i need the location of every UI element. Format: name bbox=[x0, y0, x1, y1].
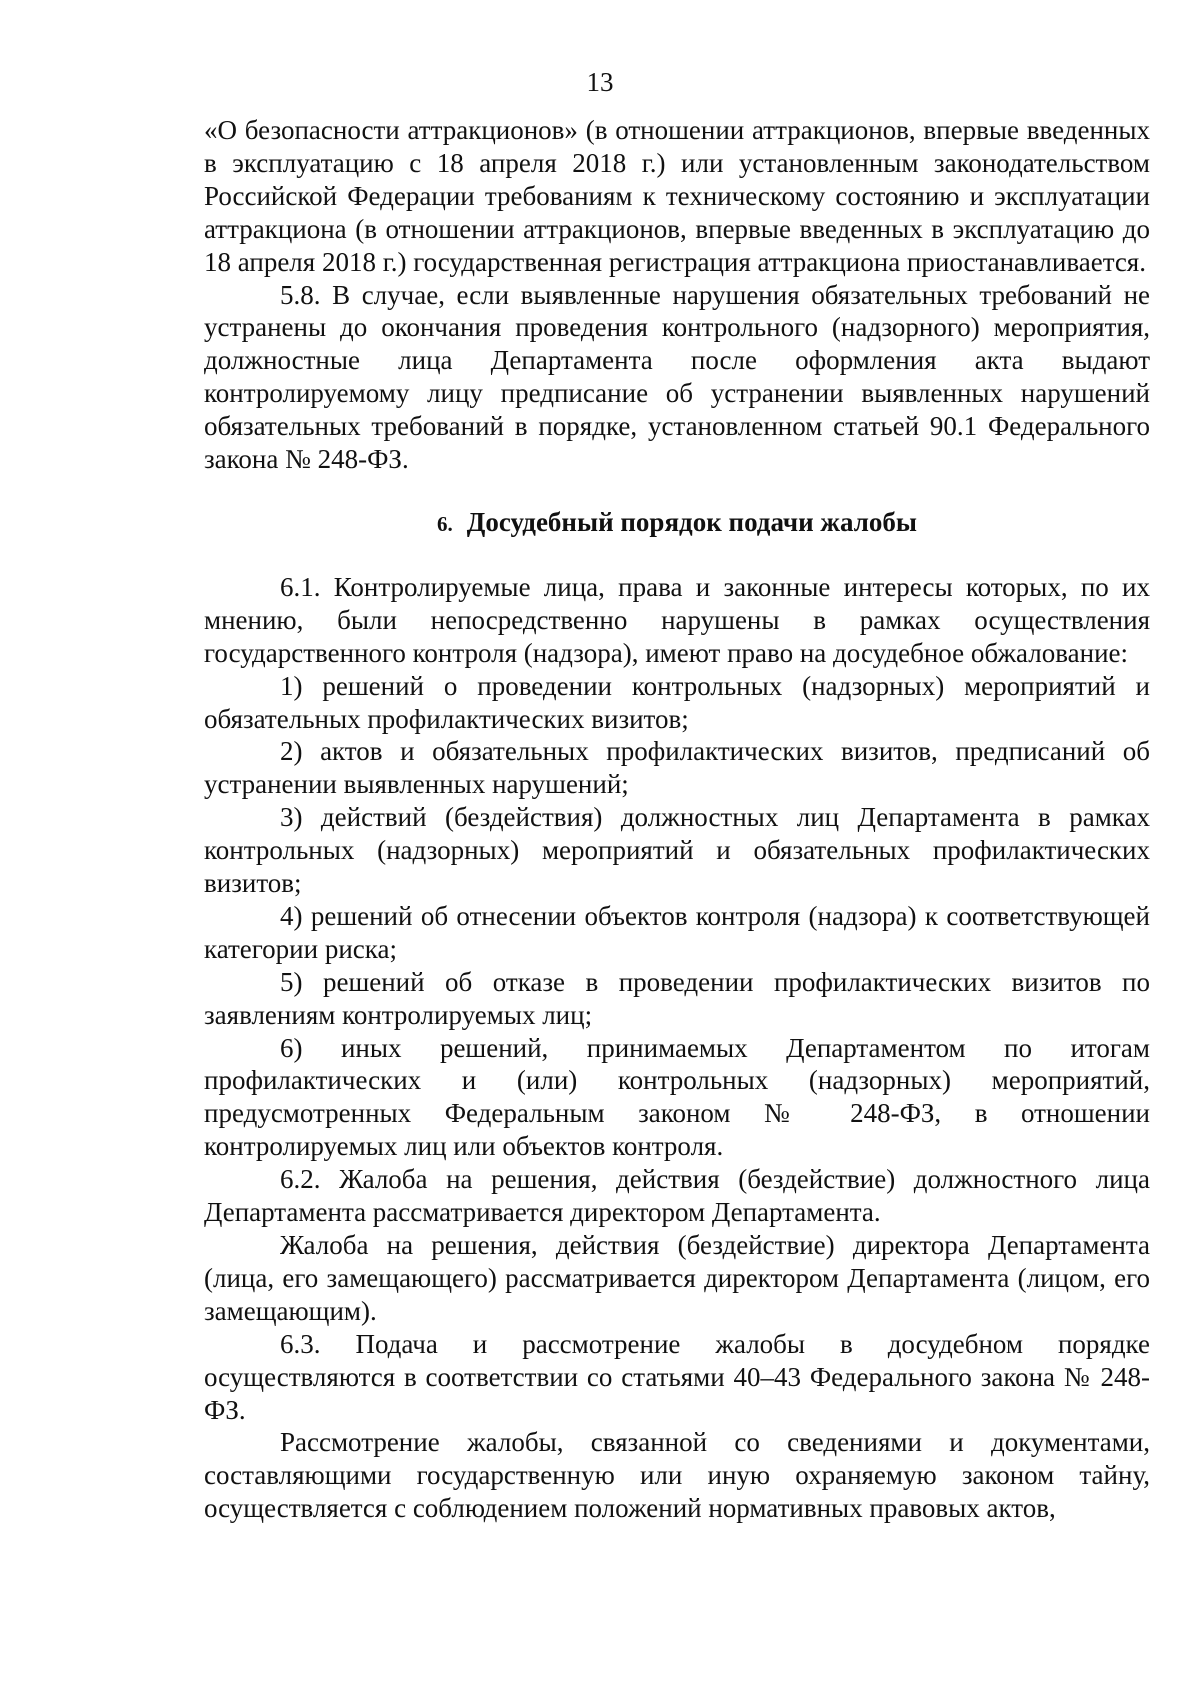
paragraph-6-2-director: Жалоба на решения, действия (бездействие) директора Департамента (лица, его замещающего) рассматривается директором Департамента (лицом, его замещающим). bbox=[204, 1230, 1150, 1326]
page-number: 13 bbox=[586, 67, 614, 97]
document-body bbox=[204, 114, 1150, 1525]
list-item-3: 3) действий (бездействия) должностных лиц Департамента в рамках контрольных (надзорных) мероприятий и обязательных профилактических визитов; bbox=[204, 802, 1150, 899]
list-item-2: 2) актов и обязательных профилактических визитов, предписаний об устранении выявленных нарушений; bbox=[204, 736, 1150, 800]
section-heading bbox=[204, 506, 1150, 541]
section-title: Досудебный порядок подачи жалобы bbox=[466, 506, 917, 537]
list-item-4: 4) решений об отнесении объектов контроля (надзора) к соответствующей категории риска; bbox=[204, 900, 1150, 964]
paragraph-6-2: 6.2. Жалоба на решения, действия (бездействие) должностного лица Департамента рассматривается директором Департамента. bbox=[204, 1164, 1150, 1228]
paragraph-6-3: 6.3. Подача и рассмотрение жалобы в досудебном порядке осуществляются в соответствии со статьями 40–43 Федерального закона № 248-ФЗ. bbox=[204, 1328, 1150, 1425]
section-number: 6. bbox=[437, 511, 453, 536]
paragraph-secret-info: Рассмотрение жалобы, связанной со сведениями и документами, составляющими государственную или иную охраняемую законом тайну, осуществляется с соблюдением положений нормативных правовых актов, bbox=[204, 1427, 1150, 1524]
list-item-1: 1) решений о проведении контрольных (надзорных) мероприятий и обязательных профилактических визитов; bbox=[204, 670, 1150, 734]
list-item-6: 6) иных решений, принимаемых Департаментом по итогам профилактических и (или) контрольных (надзорных) мероприятий, предусмотренных Федеральным законом № 248-ФЗ, в отношении контролируемых лиц или объектов контроля. bbox=[204, 1032, 1150, 1162]
list-item-5: 5) решений об отказе в проведении профилактических визитов по заявлениям контролируемых лиц; bbox=[204, 966, 1150, 1030]
paragraph-continuation: «О безопасности аттракционов» (в отношении аттракционов, впервые введенных в эксплуатацию с 18 апреля 2018 г.) или установленным законодательством Российской Федерации требованиям к техническому состоянию и эксплуатации аттракциона (в отношении аттракционов, впервые введенных в эксплуатацию до 18 апреля 2018 г.) государственная регистрация аттракциона приостанавливается. bbox=[204, 115, 1150, 277]
paragraph-5-8: 5.8. В случае, если выявленные нарушения обязательных требований не устранены до окончания проведения контрольного (надзорного) мероприятия, должностные лица Департамента после оформления акта выдают контролируемому лицу предписание об устранении выявленных нарушений обязательных требований в порядке, установленном статьей 90.1 Федерального закона № 248-ФЗ. bbox=[204, 279, 1150, 475]
paragraph-6-1: 6.1. Контролируемые лица, права и законные интересы которых, по их мнению, были непосредственно нарушены в рамках осуществления государственного контроля (надзора), имеют право на досудебное обжалование: bbox=[204, 571, 1150, 668]
